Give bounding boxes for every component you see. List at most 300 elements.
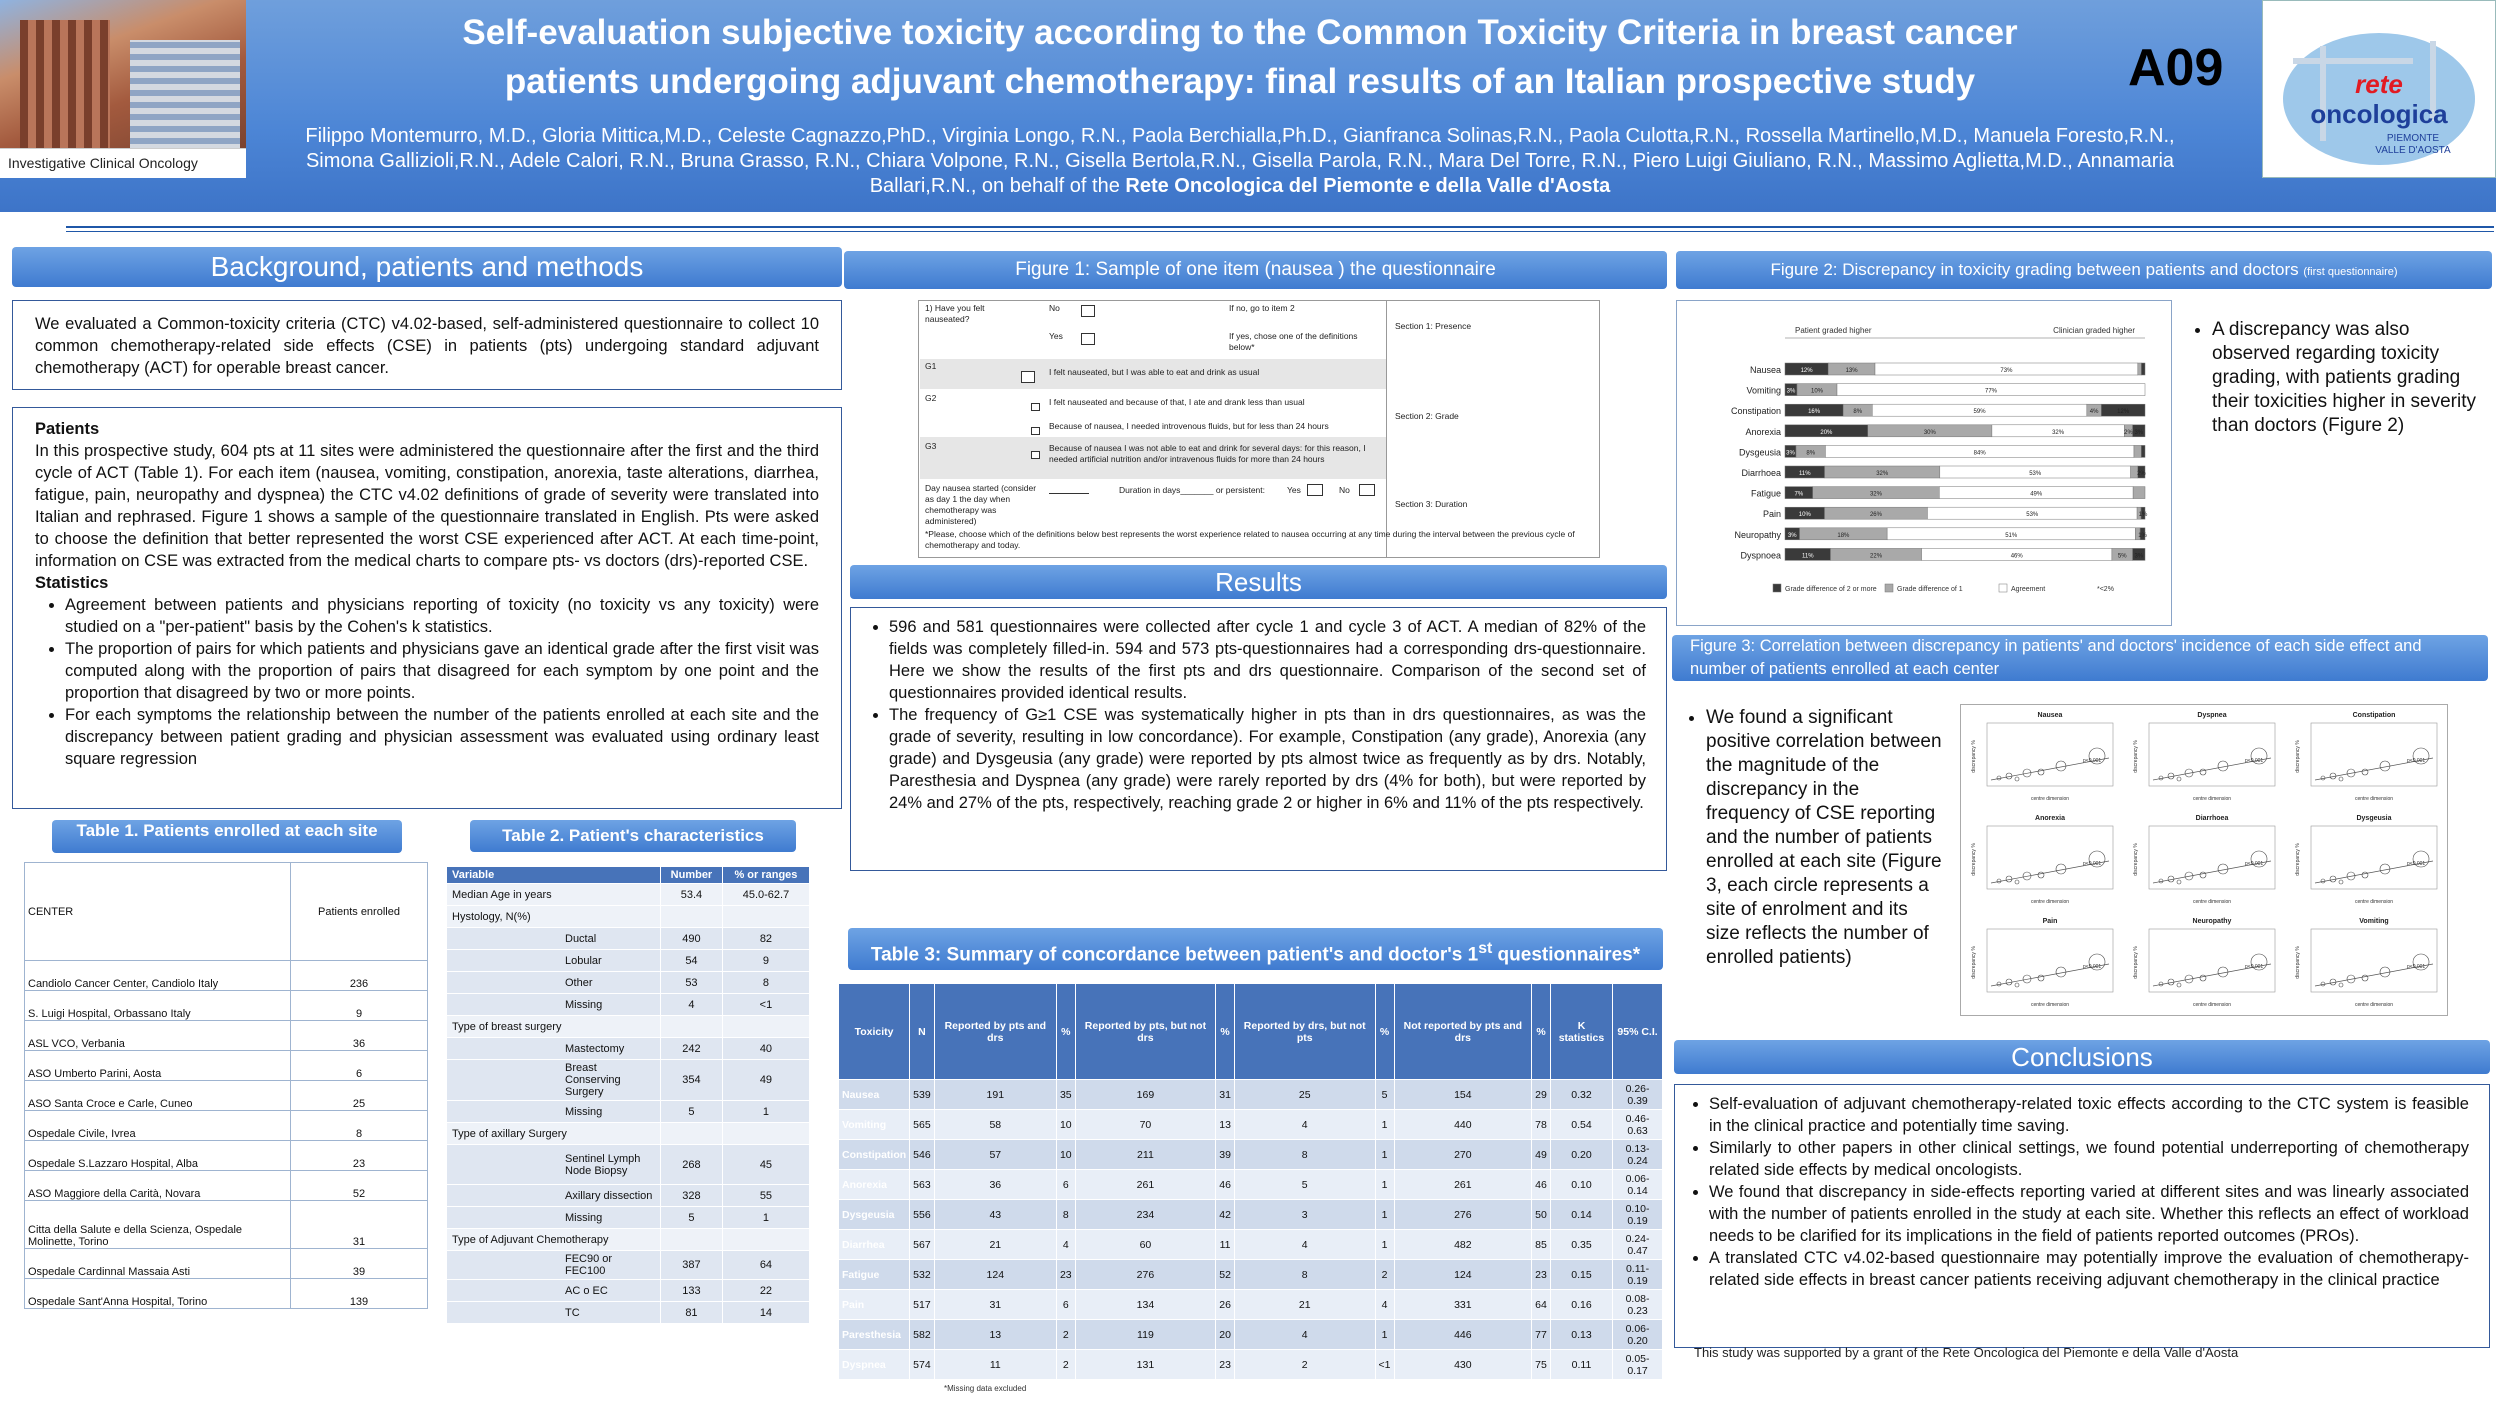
table-row	[447, 1302, 810, 1324]
statistics-heading: Statistics	[35, 574, 109, 592]
figure2-category-label: Neuropathy	[1734, 529, 1781, 540]
results-box	[850, 607, 1667, 871]
q1-yes-checkbox[interactable]	[1081, 333, 1095, 345]
table3-header-cell: %	[1375, 984, 1394, 1080]
day-started-field[interactable]	[1049, 493, 1089, 494]
figure2-category-label: Dyspnoea	[1740, 550, 1781, 561]
table2-variable: FEC90 or FEC100	[447, 1251, 661, 1280]
g1-checkbox[interactable]	[1021, 371, 1035, 383]
table3-cell: 46	[1532, 1170, 1551, 1200]
table2-pct: 45.0-62.7	[722, 884, 809, 906]
table3-cell: 4	[1234, 1320, 1375, 1350]
figure3-site-circle	[2339, 777, 2343, 781]
table3-cell: 556	[910, 1200, 935, 1230]
figure3-xlabel: centre dimension	[2030, 796, 2070, 802]
table2-pct	[722, 1123, 809, 1145]
figure3-site-circle	[2200, 975, 2206, 981]
table3-cell: 532	[910, 1260, 935, 1290]
table1-center: Ospedale S.Lazzaro Hospital, Alba	[25, 1141, 291, 1171]
figure3-side-item: • We found a significant positive correlation between the magnitude of the discrepancy in the frequency of CSE reporting and the number of patients enrolled at each site (Figure 3, each circle represents a site of enrolment and its size reflects the number of enrolled patients)	[1706, 706, 1942, 970]
table1-center: S. Luigi Hospital, Orbassano Italy	[25, 991, 291, 1021]
patients-heading: Patients	[35, 420, 100, 438]
table1-enrolled: 6	[291, 1051, 428, 1081]
table3-cell: 331	[1394, 1290, 1532, 1320]
figure3-xlabel: centre dimension	[2354, 1002, 2394, 1008]
table1	[24, 862, 428, 1309]
table3-cell: 11	[1216, 1230, 1235, 1260]
table1-enrolled: 39	[291, 1249, 428, 1279]
table3-toxicity: Paresthesia	[839, 1320, 910, 1350]
results-banner: Results	[850, 565, 1667, 599]
table2-variable: Other	[447, 972, 661, 994]
figure2-data-label: 16%	[1808, 409, 1821, 416]
table-row	[25, 1021, 428, 1051]
table3-toxicity: Diarrhea	[839, 1230, 910, 1260]
table-row	[839, 1140, 1663, 1170]
table2-pct: 40	[722, 1038, 809, 1060]
figure2-data-label: 49%	[2030, 491, 2043, 498]
table3-cell: 154	[1394, 1080, 1532, 1110]
table3-cell: 546	[910, 1140, 935, 1170]
figure3-panel-title: Dysgeusia	[2356, 815, 2392, 822]
table3-cell: 276	[1394, 1200, 1532, 1230]
table2-variable: Sentinel Lymph Node Biopsy	[447, 1145, 661, 1185]
poster-code: A09	[2128, 39, 2224, 97]
figure2-data-label: 51%	[2005, 532, 2018, 539]
figure2-legend-swatch	[1773, 584, 1781, 592]
table-row	[25, 991, 428, 1021]
persistent-no-checkbox[interactable]	[1359, 484, 1375, 496]
table2-number: 133	[661, 1280, 723, 1302]
table3-cell: 0.05-0.17	[1613, 1350, 1663, 1380]
g2a-checkbox[interactable]	[1031, 403, 1040, 411]
table3-cell: 3	[1234, 1200, 1375, 1230]
table-row	[447, 972, 810, 994]
figure2-category-label: Dysgeusia	[1738, 447, 1781, 458]
table2-pct: <1	[722, 994, 809, 1016]
table3-banner	[848, 928, 1663, 970]
table2-variable: Missing	[447, 1207, 661, 1229]
table3-cell: 1	[1375, 1170, 1394, 1200]
table1-header-center: CENTER	[25, 863, 291, 961]
table3-cell: 124	[934, 1260, 1056, 1290]
table3-cell: 0.24-0.47	[1613, 1230, 1663, 1260]
figure2-data-label: 3%	[1786, 388, 1796, 395]
results-list	[859, 616, 1646, 814]
g3-label: G3	[925, 441, 937, 451]
statistics-item: • The proportion of pairs for which patients and physicians gave an identical grade after the first visit was computed along with the proportion of pairs that disagreed for each symptom by one point and the proportion that disagreed by two or more points.	[65, 638, 819, 704]
table-row	[839, 1260, 1663, 1290]
table3-cell: 582	[910, 1320, 935, 1350]
figure2-title: Figure 2: Discrepancy in toxicity grading between patients and doctors	[1770, 260, 2299, 279]
g3-text: Because of nausea I was not able to eat and drink for several days: for this reason, I needed artificial nutrition and/or intravenous fluids for more than 24 hours	[1049, 443, 1366, 464]
table3-toxicity: Anorexia	[839, 1170, 910, 1200]
figure2-data-label: 46%	[2010, 553, 2023, 560]
table2-number: 387	[661, 1251, 723, 1280]
table3-cell: 10	[1056, 1140, 1075, 1170]
table3-toxicity: Pain	[839, 1290, 910, 1320]
table3-cell: 565	[910, 1110, 935, 1140]
figure2-category-label: Diarrhoea	[1741, 468, 1781, 478]
table3-cell: 70	[1075, 1110, 1216, 1140]
table1-center: ASL VCO, Verbania	[25, 1021, 291, 1051]
table3-cell: 23	[1532, 1260, 1551, 1290]
figure3-xlabel: centre dimension	[2354, 899, 2394, 905]
table3-cell: 21	[1234, 1290, 1375, 1320]
table3-cell: 20	[1216, 1320, 1235, 1350]
figure2-data-label: 26%	[1869, 512, 1882, 519]
figure3-pvalue: p<0.001	[2407, 758, 2426, 764]
figure1-banner: Figure 1: Sample of one item (nausea ) the questionnaire	[844, 251, 1667, 289]
conclusions-list	[1679, 1093, 2469, 1291]
figure2-legend-label: *<2%	[2097, 586, 2114, 593]
table2-number: 268	[661, 1145, 723, 1185]
table3	[838, 983, 1663, 1380]
figure2-category-label: Nausea	[1749, 365, 1781, 375]
figure2-data-label: 13%	[1845, 368, 1858, 374]
table3-cell: 119	[1075, 1320, 1216, 1350]
figure3-site-circle	[2038, 872, 2044, 878]
table3-cell: 78	[1532, 1110, 1551, 1140]
table-row	[25, 961, 428, 991]
table3-header-cell: %	[1532, 984, 1551, 1080]
table-row	[839, 1350, 1663, 1380]
figure2-bar-segment	[2134, 445, 2141, 457]
figure2-label-right: Clinician graded higher	[2053, 326, 2135, 335]
statistics-list	[35, 594, 819, 770]
figure2-data-label: 3%	[2134, 553, 2144, 560]
figure2-data-label: 32%	[2052, 429, 2065, 436]
table3-header-cell: Toxicity	[839, 984, 910, 1080]
table3-cell: 26	[1216, 1290, 1235, 1320]
table3-header-row	[839, 984, 1663, 1080]
title-line-2: patients undergoing adjuvant chemotherapy: final results of an Italian prospective study	[504, 62, 1976, 101]
figure2-data-label: 32%	[1869, 491, 1882, 498]
table2-header-variable: Variable	[447, 867, 661, 884]
table2-number: 354	[661, 1060, 723, 1101]
table3-cell: 49	[1532, 1140, 1551, 1170]
table-row	[25, 1141, 428, 1171]
table3-cell: 0.13-0.24	[1613, 1140, 1663, 1170]
table3-header-cell: Reported by pts, but not drs	[1075, 984, 1216, 1080]
figure3-panel-grid	[1960, 704, 2448, 1016]
q1-no-checkbox[interactable]	[1081, 305, 1095, 317]
figure2-legend-label: Grade difference of 2 or more	[1785, 586, 1877, 593]
table2-number	[661, 1229, 723, 1251]
table3-cell: 2	[1056, 1320, 1075, 1350]
table1-center: ASO Santa Croce e Carle, Cuneo	[25, 1081, 291, 1111]
table2-number: 54	[661, 950, 723, 972]
table3-cell: 6	[1056, 1170, 1075, 1200]
table-row	[839, 1110, 1663, 1140]
table3-cell: 0.10	[1550, 1170, 1612, 1200]
table-row	[25, 1201, 428, 1249]
table3-cell: 0.15	[1550, 1260, 1612, 1290]
figure3-scatter-panels	[1961, 705, 2447, 1015]
figure2-data-label: 30%	[1923, 429, 1936, 436]
table2-variable: Ductal	[447, 928, 661, 950]
authors-network: Rete Oncologica del Piemonte e della Valle d'Aosta	[1125, 175, 1611, 197]
table3-title: Table 3: Summary of concordance between patient's and doctor's 1	[870, 944, 1479, 966]
table2-number: 5	[661, 1101, 723, 1123]
divider-line-1	[66, 226, 2494, 228]
g1-text: I felt nauseated, but I was able to eat and drink as usual	[1049, 367, 1260, 377]
table-row	[839, 1200, 1663, 1230]
figure3-site-circle	[2015, 983, 2019, 987]
table3-cell: 0.06-0.14	[1613, 1170, 1663, 1200]
figure3-xlabel: centre dimension	[2192, 899, 2232, 905]
conclusions-item: • A translated CTC v4.02-based questionnaire may potentially improve the evaluation of chemotherapy-related side effects in breast cancer patients receiving adjuvant chemotherapy in the clinical practice	[1709, 1247, 2469, 1291]
table3-title-end: questionnaires*	[1492, 944, 1641, 966]
table3-toxicity: Nausea	[839, 1080, 910, 1110]
figure2-data-label: 10%	[1798, 512, 1811, 519]
figure3-pvalue: p<0.001	[2083, 964, 2102, 970]
table2-pct: 1	[722, 1101, 809, 1123]
table-row	[839, 1230, 1663, 1260]
table2-variable: Type of breast surgery	[447, 1016, 661, 1038]
figure2-data-label: 12%	[1800, 368, 1813, 374]
table3-cell: 39	[1216, 1140, 1235, 1170]
figure2-chart-frame	[1676, 300, 2172, 626]
table3-cell: 482	[1394, 1230, 1532, 1260]
table3-cell: 57	[934, 1140, 1056, 1170]
figure3-xlabel: centre dimension	[2354, 796, 2394, 802]
figure3-panel-title: Nausea	[2037, 712, 2063, 719]
table3-cell: 36	[934, 1170, 1056, 1200]
figure3-xlabel: centre dimension	[2030, 1002, 2070, 1008]
table-row	[25, 1171, 428, 1201]
figure3-site-circle	[2339, 880, 2343, 884]
table2-number: 5	[661, 1207, 723, 1229]
table1-enrolled: 31	[291, 1201, 428, 1249]
table-row	[25, 1249, 428, 1279]
table3-cell: 169	[1075, 1080, 1216, 1110]
logo-caption: Investigative Clinical Oncology	[0, 148, 246, 178]
table3-cell: 574	[910, 1350, 935, 1380]
table2-banner: Table 2. Patient's characteristics	[470, 820, 796, 852]
day-started-text: Day nausea started (consider as day 1 the day when chemotherapy was administered)	[925, 483, 1037, 526]
table2-number	[661, 1123, 723, 1145]
figure3-pvalue: p<0.001	[2245, 758, 2264, 764]
table-row	[447, 1123, 810, 1145]
figure2-legend-swatch	[1885, 584, 1893, 592]
figure2-category-label: Vomiting	[1746, 385, 1781, 396]
table2	[446, 866, 810, 1324]
figure3-side-note	[1680, 706, 1942, 970]
table3-cell: 4	[1375, 1290, 1394, 1320]
table3-cell: 1	[1375, 1110, 1394, 1140]
table-row	[25, 1051, 428, 1081]
figure3-site-circle	[2362, 769, 2368, 775]
table3-cell: 539	[910, 1080, 935, 1110]
figure3-ylabel: discrepancy %	[1971, 946, 1977, 979]
figure3-xlabel: centre dimension	[2192, 1002, 2232, 1008]
table3-cell: 1	[1375, 1140, 1394, 1170]
figure3-site-circle	[2200, 769, 2206, 775]
table3-title-sup: st	[1478, 940, 1493, 957]
figure2-data-label: 77%	[1984, 388, 1998, 395]
logo-word-rete: rete	[2355, 69, 2403, 99]
table3-cell: 124	[1394, 1260, 1532, 1290]
figure2-stacked-bar-chart	[1677, 301, 2171, 625]
table3-cell: 2	[1375, 1260, 1394, 1290]
persistent-no-label: No	[1339, 485, 1350, 495]
table3-cell: 1	[1375, 1230, 1394, 1260]
table3-body	[839, 984, 1663, 1380]
table-row	[25, 1279, 428, 1309]
table3-cell: 0.16	[1550, 1290, 1612, 1320]
figure3-xlabel: centre dimension	[2192, 796, 2232, 802]
table3-cell: 0.32	[1550, 1080, 1612, 1110]
table3-cell: 134	[1075, 1290, 1216, 1320]
table3-cell: 13	[934, 1320, 1056, 1350]
table3-header-cell: 95% C.I.	[1613, 984, 1663, 1080]
table1-enrolled: 36	[291, 1021, 428, 1051]
table3-cell: 75	[1532, 1350, 1551, 1380]
table3-cell: 517	[910, 1290, 935, 1320]
table3-toxicity: Fatigue	[839, 1260, 910, 1290]
figure2-data-label: 53%	[2026, 512, 2039, 519]
table3-cell: 261	[1075, 1170, 1216, 1200]
figure2-data-label: 3%	[2134, 429, 2144, 436]
figure2-data-label: 8%	[1806, 450, 1816, 457]
if-yes-text: If yes, chose one of the definitions below*	[1229, 331, 1358, 352]
authors	[290, 124, 2190, 199]
table3-cell: 8	[1234, 1140, 1375, 1170]
persistent-yes-checkbox[interactable]	[1307, 484, 1323, 496]
table3-footnote: *Missing data excluded	[944, 1384, 1027, 1393]
table-row	[447, 1229, 810, 1251]
figure3-panel-title: Vomiting	[2359, 918, 2389, 925]
table2-variable: Type of axillary Surgery	[447, 1123, 661, 1145]
table2-variable: Axillary dissection	[447, 1185, 661, 1207]
figure2-data-label: 22%	[1870, 553, 1883, 560]
table2-number: 490	[661, 928, 723, 950]
figure2-data-label: 84%	[1973, 450, 1986, 457]
figure3-panel-title: Dyspnea	[2197, 712, 2227, 719]
section3-label: Section 3: Duration	[1395, 499, 1468, 509]
table3-cell: 270	[1394, 1140, 1532, 1170]
table3-header-cell: K statistics	[1550, 984, 1612, 1080]
table3-cell: 0.08-0.23	[1613, 1290, 1663, 1320]
figure3-ylabel: discrepancy %	[1971, 843, 1977, 876]
conclusions-box	[1674, 1084, 2490, 1348]
figure2-data-label: 18%	[1837, 532, 1850, 539]
table-row	[447, 994, 810, 1016]
table3-toxicity: Vomiting	[839, 1110, 910, 1140]
table2-pct: 8	[722, 972, 809, 994]
table1-center: ASO Maggiore della Carità, Novara	[25, 1171, 291, 1201]
figure3-site-circle	[2015, 880, 2019, 884]
q1-yes-label: Yes	[1049, 331, 1063, 341]
results-item: • 596 and 581 questionnaires were collected after cycle 1 and cycle 3 of ACT. A median of 82% of the fields was completely filled-in. 594 and 573 pts-questionnaires had a corresponding drs-questionnaire. Here we show the results of the first pts and drs questionnaire. Comparison of the second set of questionnaires provided identical results.	[889, 616, 1646, 704]
figure2-data-label: 1%	[2138, 532, 2147, 539]
figure2-bar-segment	[2141, 445, 2145, 457]
figure3-panel-title: Diarrhoea	[2195, 815, 2229, 822]
table3-cell: 21	[934, 1230, 1056, 1260]
figure2-data-label: 3%	[1787, 532, 1797, 539]
figure2-category-label: Pain	[1762, 509, 1781, 520]
table3-cell: 2	[1056, 1350, 1075, 1380]
figure3-pvalue: p<0.001	[2245, 964, 2264, 970]
table3-cell: 0.20	[1550, 1140, 1612, 1170]
conclusions-item: • Self-evaluation of adjuvant chemotherapy-related toxic effects according to the CTC system is feasible in the clinical practice and potentially time saving.	[1709, 1093, 2469, 1137]
table1-enrolled: 9	[291, 991, 428, 1021]
figure2-bar-segment	[2138, 363, 2142, 375]
figure3-site-circle	[2362, 975, 2368, 981]
g2b-checkbox[interactable]	[1031, 427, 1040, 435]
table3-cell: 50	[1532, 1200, 1551, 1230]
table2-variable: TC	[447, 1302, 661, 1324]
figure2-data-label: 12%	[2117, 409, 2130, 416]
table-row	[839, 1290, 1663, 1320]
table3-cell: 29	[1532, 1080, 1551, 1110]
conclusions-item: • Similarly to other papers in other clinical settings, we found potential underreporting of chemotherapy related side effects by medical oncologists.	[1709, 1137, 2469, 1181]
figure2-legend-label: Grade difference of 1	[1897, 586, 1963, 593]
figure2-data-label: 1%	[2138, 512, 2148, 519]
table3-cell: 0.13	[1550, 1320, 1612, 1350]
table2-variable: Mastectomy	[447, 1038, 661, 1060]
figure2-data-label: 4%	[2089, 409, 2099, 416]
table3-cell: 0.26-0.39	[1613, 1080, 1663, 1110]
table2-number	[661, 1016, 723, 1038]
methods-box	[12, 407, 842, 809]
patients-text: In this prospective study, 604 pts at 11 sites were administered the questionnaire after the first and the third cycle of ACT (Table 1). For each item (nausea, vomiting, constipation, anorexia, taste alterations, diarrhea, fatigue, pain, neuropathy and dyspnea) the CTC v4.02 definitions of grade of severity were translated into Italian and rephrased. Figure 1 shows a sample of the questionnaire translated in English. Pts were asked to choose the definition that better represented the worst CSE experienced after ACT. At each time-point, information on CSE was extracted from the medical charts to compare pts- vs doctors (drs)-reported CSE.	[35, 442, 819, 570]
table-row	[447, 1060, 810, 1101]
figure3-site-circle	[2177, 880, 2181, 884]
table2-variable: Lobular	[447, 950, 661, 972]
table3-cell: 0.46-0.63	[1613, 1110, 1663, 1140]
figure3-pvalue: p<0.001	[2407, 861, 2426, 867]
table3-cell: 77	[1532, 1320, 1551, 1350]
figure1-questionnaire	[918, 300, 1600, 558]
table2-number: 53.4	[661, 884, 723, 906]
g3-checkbox[interactable]	[1031, 451, 1040, 459]
figure2-data-label: 20%	[1820, 429, 1833, 436]
figure2-bar-segment	[2133, 487, 2145, 499]
figure2-data-label: 3%	[1786, 450, 1795, 457]
figure2-side-note	[2186, 318, 2486, 438]
table3-cell: 131	[1075, 1350, 1216, 1380]
statistics-item: • For each symptoms the relationship between the number of the patients enrolled at each site and the discrepancy between patient grading and physician assessment was evaluated using ordinary least square regression	[65, 704, 819, 770]
table2-variable: Hystology, N(%)	[447, 906, 661, 928]
table3-cell: 6	[1056, 1290, 1075, 1320]
table3-cell: 211	[1075, 1140, 1216, 1170]
table2-pct: 49	[722, 1060, 809, 1101]
table2-header-number: Number	[661, 867, 723, 884]
table1-enrolled: 52	[291, 1171, 428, 1201]
table3-cell: 446	[1394, 1320, 1532, 1350]
figure2-data-label: 2%	[2124, 429, 2133, 436]
table2-number: 242	[661, 1038, 723, 1060]
if-no-text: If no, go to item 2	[1229, 303, 1295, 313]
table2-number: 328	[661, 1185, 723, 1207]
figure2-legend-label: Agreement	[2011, 586, 2046, 593]
table1-center: ASO Umberto Parini, Aosta	[25, 1051, 291, 1081]
table3-cell: 2	[1234, 1350, 1375, 1380]
figure3-ylabel: discrepancy %	[2133, 843, 2139, 876]
table2-number: 81	[661, 1302, 723, 1324]
figure2-data-label: 5%	[2117, 553, 2127, 560]
figure2-data-label: 32%	[1876, 471, 1889, 477]
table3-cell: 0.54	[1550, 1110, 1612, 1140]
duration-text: Duration in days_______ or persistent:	[1119, 485, 1266, 495]
table3-cell: 1	[1375, 1320, 1394, 1350]
figure2-title-small: (first questionnaire)	[2303, 266, 2398, 278]
figure2-data-label: 10%	[1810, 388, 1824, 395]
background-banner: Background, patients and methods	[12, 247, 842, 287]
logo-word-oncologica: oncologica	[2310, 99, 2448, 129]
